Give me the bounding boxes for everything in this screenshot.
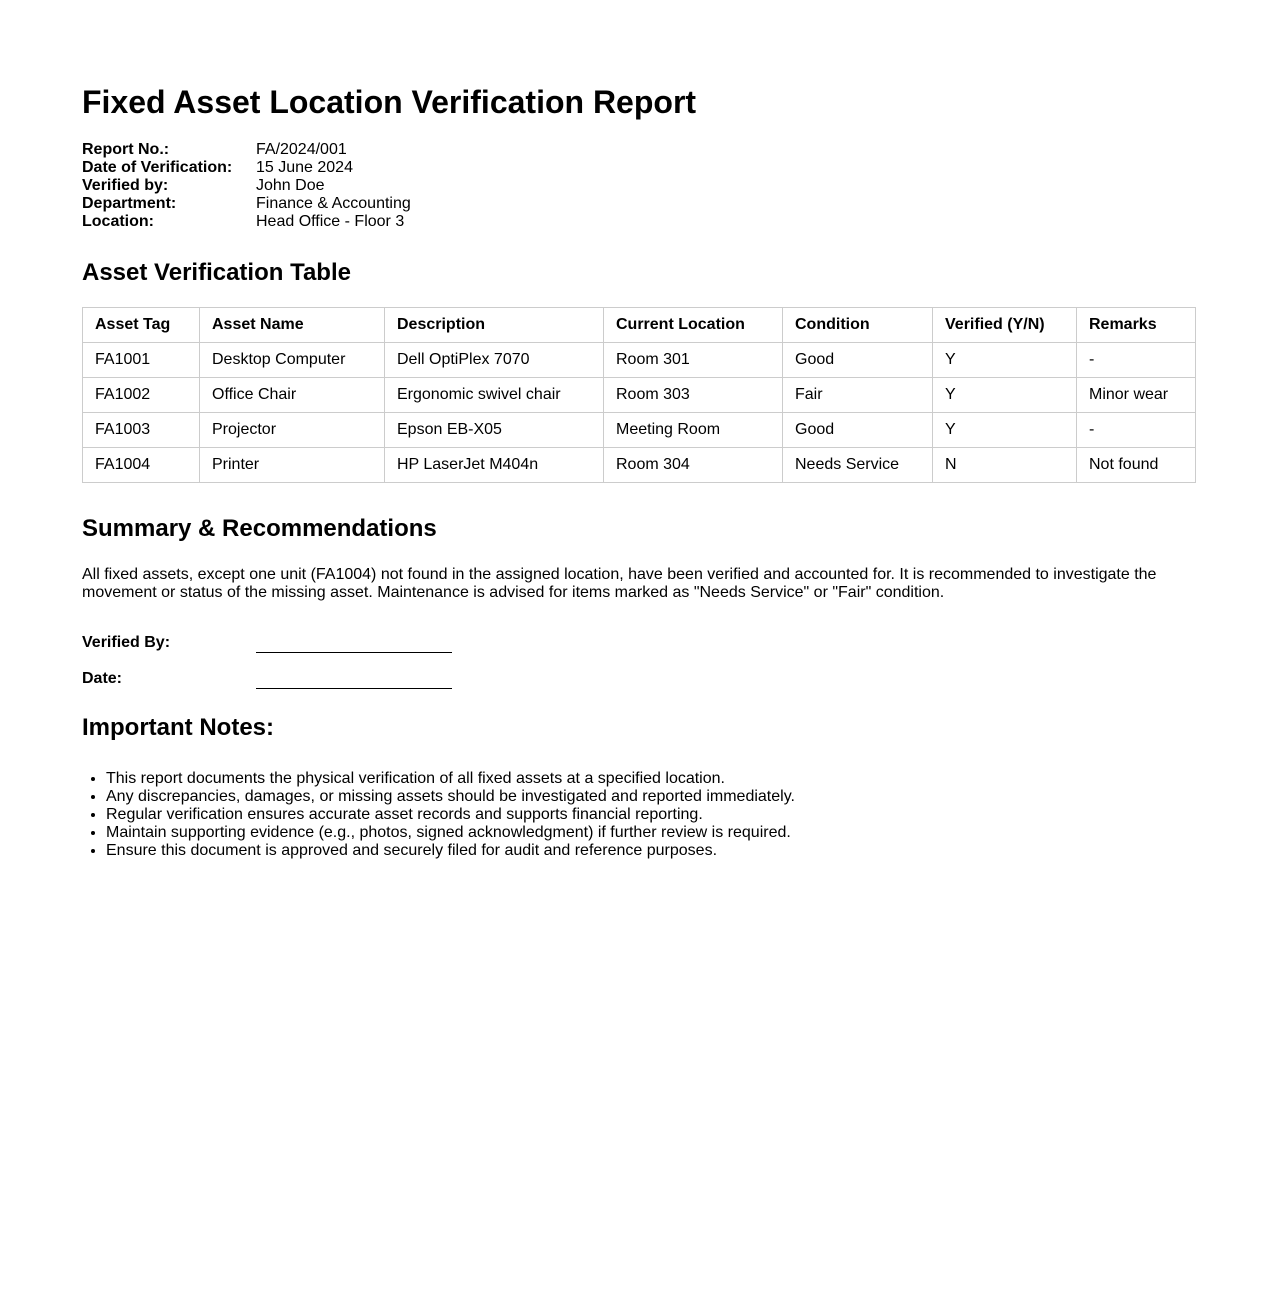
meta-label: Date of Verification: xyxy=(82,159,233,176)
table-cell: Desktop Computer xyxy=(200,343,385,378)
meta-value: Head Office - Floor 3 xyxy=(256,213,405,230)
table-row xyxy=(83,448,1196,483)
table-cell: Dell OptiPlex 7070 xyxy=(385,343,604,378)
list-item: • This report documents the physical verification of all fixed assets at a specified location. xyxy=(106,770,1196,788)
section-heading-summary: Summary & Recommendations xyxy=(82,515,437,542)
table-cell: Y xyxy=(933,343,1077,378)
signature-block xyxy=(82,634,1196,688)
meta-row-location xyxy=(82,213,1196,231)
signature-line xyxy=(256,652,452,653)
table-cell: Not found xyxy=(1077,448,1196,483)
asset-verification-table xyxy=(82,307,1196,483)
table-cell: FA1002 xyxy=(83,378,200,413)
table-cell: FA1003 xyxy=(83,413,200,448)
list-item: • Maintain supporting evidence (e.g., photos, signed acknowledgment) if further review is required. xyxy=(106,824,1196,842)
table-cell: Epson EB-X05 xyxy=(385,413,604,448)
column-header: Description xyxy=(385,308,604,343)
table-row xyxy=(83,413,1196,448)
meta-label: Verified by: xyxy=(82,177,169,194)
table-row xyxy=(83,343,1196,378)
list-item: • Regular verification ensures accurate asset records and supports financial reporting. xyxy=(106,806,1196,824)
meta-row-report-no xyxy=(82,141,1196,159)
column-header: Remarks xyxy=(1077,308,1196,343)
table-cell: HP LaserJet M404n xyxy=(385,448,604,483)
summary-paragraph: All fixed assets, except one unit (FA1004) not found in the assigned location, have been verified and accounted for. It is recommended to investigate the movement or status of the missing asset. Maintenance is advised for items marked as "Needs Service" or "Fair" condition. xyxy=(82,566,1157,601)
meta-value: FA/2024/001 xyxy=(256,141,347,158)
table-cell: Meeting Room xyxy=(604,413,783,448)
meta-value: Finance & Accounting xyxy=(256,195,411,212)
table-header-row xyxy=(83,308,1196,343)
table-cell: Needs Service xyxy=(783,448,933,483)
notes-list xyxy=(82,770,1196,860)
table-cell: Y xyxy=(933,413,1077,448)
table-cell: Minor wear xyxy=(1077,378,1196,413)
table-row xyxy=(83,378,1196,413)
meta-label: Location: xyxy=(82,213,154,230)
column-header: Asset Tag xyxy=(83,308,200,343)
table-cell: Room 304 xyxy=(604,448,783,483)
table-cell: Room 303 xyxy=(604,378,783,413)
signature-row-verified-by xyxy=(82,634,1196,652)
signature-row-date xyxy=(82,670,1196,688)
meta-row-verified-by xyxy=(82,177,1196,195)
meta-label: Department: xyxy=(82,195,177,212)
list-item: • Any discrepancies, damages, or missing assets should be investigated and reported immediately. xyxy=(106,788,1196,806)
table-cell: FA1004 xyxy=(83,448,200,483)
page-title: Fixed Asset Location Verification Report xyxy=(82,84,697,120)
signature-label: Verified By: xyxy=(82,634,171,651)
report-meta xyxy=(82,141,1196,231)
meta-row-date xyxy=(82,159,1196,177)
table-cell: FA1001 xyxy=(83,343,200,378)
date-line xyxy=(256,688,452,689)
table-cell: - xyxy=(1077,343,1196,378)
section-heading-asset-table: Asset Verification Table xyxy=(82,259,351,286)
column-header: Current Location xyxy=(604,308,783,343)
column-header: Condition xyxy=(783,308,933,343)
table-cell: Printer xyxy=(200,448,385,483)
table-cell: Projector xyxy=(200,413,385,448)
meta-value: 15 June 2024 xyxy=(256,159,353,176)
table-cell: N xyxy=(933,448,1077,483)
table-cell: Fair xyxy=(783,378,933,413)
table-cell: - xyxy=(1077,413,1196,448)
section-heading-notes: Important Notes: xyxy=(82,714,274,741)
table-cell: Office Chair xyxy=(200,378,385,413)
table-cell: Ergonomic swivel chair xyxy=(385,378,604,413)
table-cell: Room 301 xyxy=(604,343,783,378)
column-header: Asset Name xyxy=(200,308,385,343)
signature-label: Date: xyxy=(82,670,123,687)
table-cell: Y xyxy=(933,378,1077,413)
column-header: Verified (Y/N) xyxy=(933,308,1077,343)
table-cell: Good xyxy=(783,413,933,448)
meta-value: John Doe xyxy=(256,177,325,194)
list-item: • Ensure this document is approved and securely filed for audit and reference purposes. xyxy=(106,842,1196,860)
meta-label: Report No.: xyxy=(82,141,170,158)
meta-row-department xyxy=(82,195,1196,213)
table-cell: Good xyxy=(783,343,933,378)
